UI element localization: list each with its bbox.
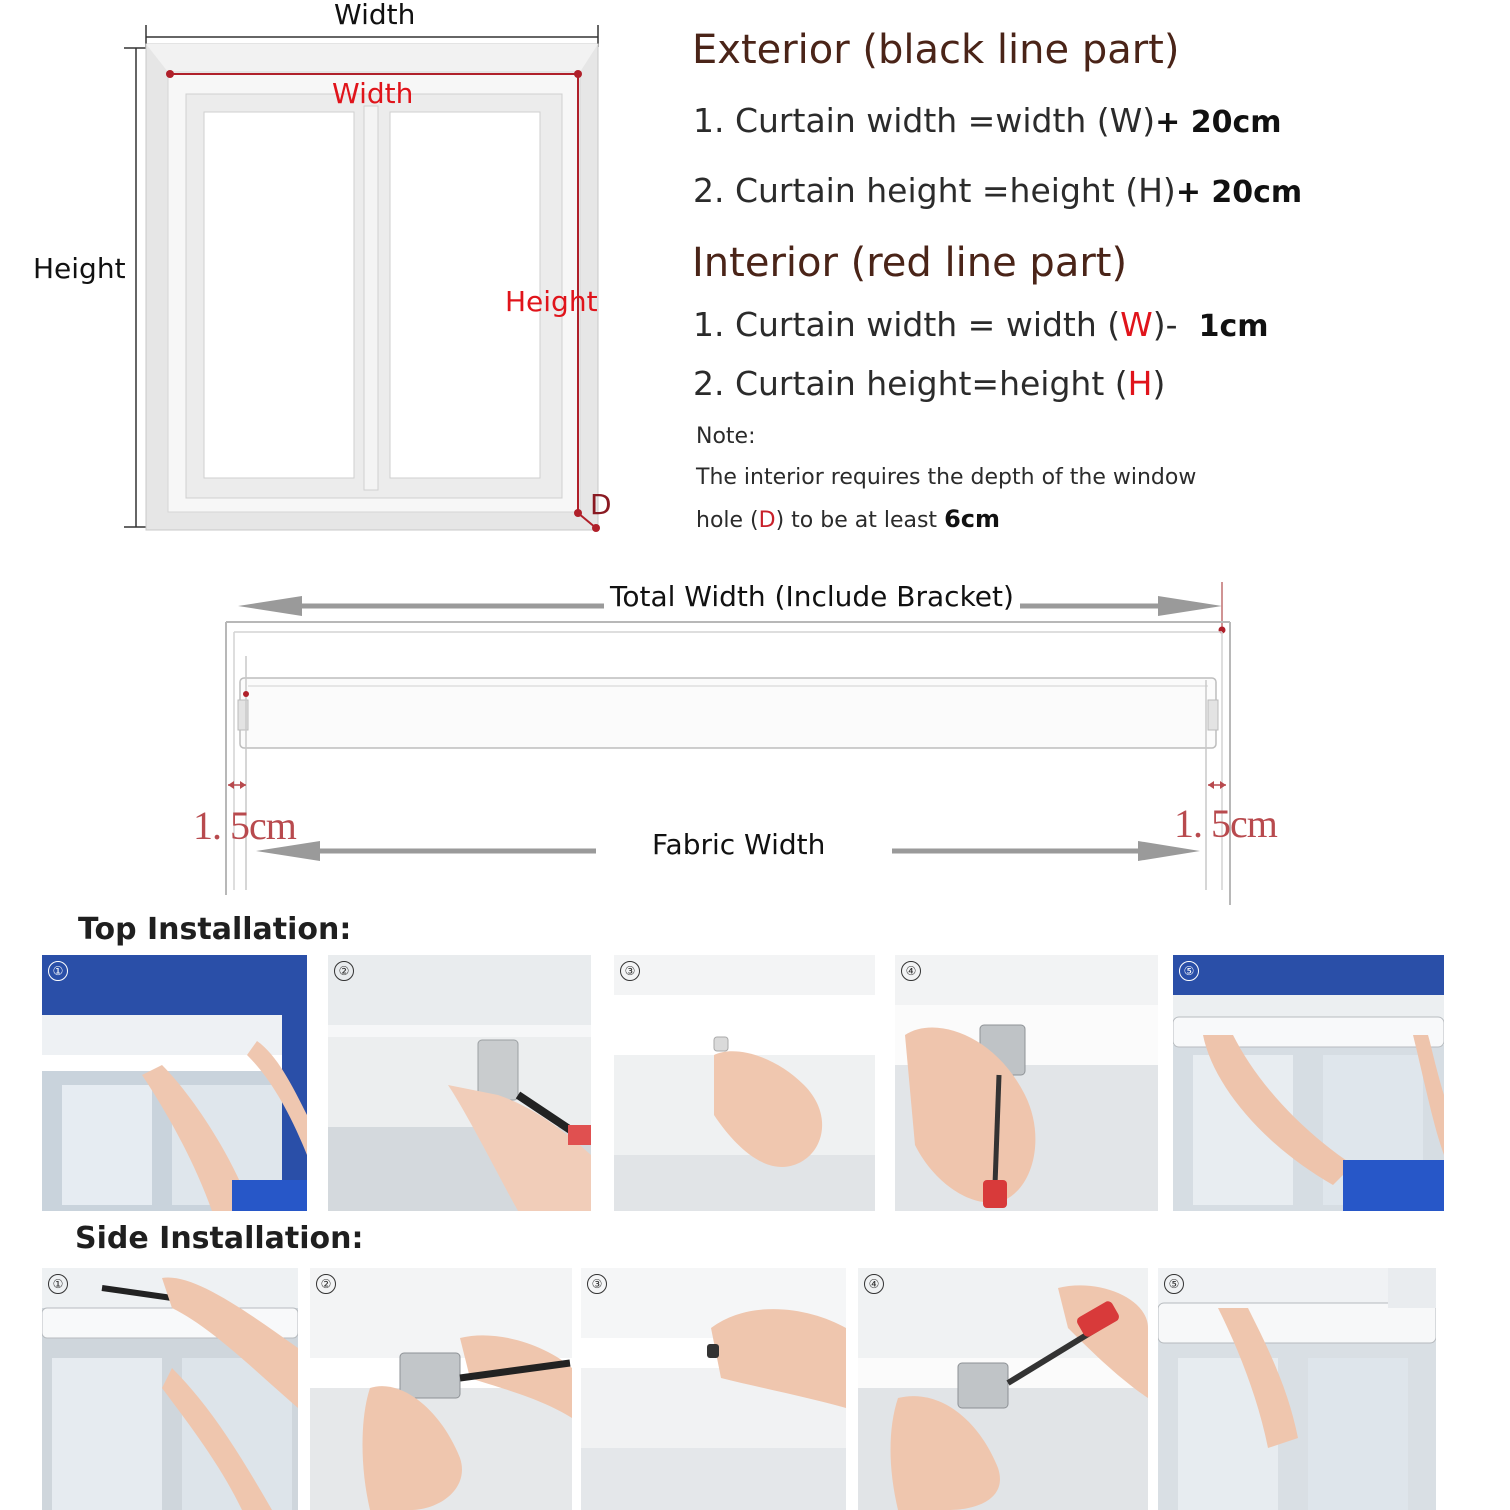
top-step-5-number: ⑤ [1179,961,1199,981]
interior-width-add: 1cm [1198,309,1269,344]
top-step-2-photo [328,955,591,1211]
right-margin-label: 1. 5cm [1174,801,1277,846]
exterior-width-add: + 20cm [1155,105,1282,140]
note-line2 [696,505,1000,533]
left-margin-label: 1. 5cm [193,803,296,848]
side-step-1-number: ① [48,1274,68,1294]
interior-heading: Interior (red line part) [692,240,1128,286]
exterior-height-formula [693,171,1302,210]
side-step-1-photo [42,1268,298,1510]
interior-width-formula [693,305,1269,344]
depth-label: D [590,488,612,521]
side-step-5-number: ⑤ [1164,1274,1184,1294]
outer-width-label: Width [334,0,416,31]
interior-width-pre: 1. Curtain width = width ( [693,305,1121,344]
top-step-5-photo [1173,955,1444,1211]
top-step-3-photo [614,955,875,1211]
interior-height-formula [693,364,1165,403]
top-step-1-photo [42,955,307,1211]
note-line2-value: 6cm [944,505,1000,533]
inner-height-label: Height [505,285,598,318]
interior-width-post: )- [1152,305,1178,344]
top-step-4-number: ④ [901,961,921,981]
exterior-heading: Exterior (black line part) [692,27,1180,73]
note-line2-var: D [758,508,776,533]
interior-height-pre: 2. Curtain height=height ( [693,364,1128,403]
side-step-4-photo [858,1268,1148,1510]
note-line1: The interior requires the depth of the window [696,465,1197,490]
fabric-width-label: Fabric Width [646,828,831,861]
top-step-1-number: ① [48,961,68,981]
total-width-label: Total Width (Include Bracket) [604,580,1020,613]
side-step-3-photo [581,1268,846,1510]
side-step-4-number: ④ [864,1274,884,1294]
interior-height-post: ) [1152,364,1166,403]
note-line2-pre: hole ( [696,508,759,533]
note-line2-mid: ) to be at least [775,508,938,533]
outer-height-label: Height [33,252,126,285]
exterior-width-text: 1. Curtain width =width (W) [693,101,1156,140]
exterior-height-add: + 20cm [1175,175,1303,210]
exterior-width-formula [693,101,1282,140]
interior-height-var: H [1127,364,1153,403]
top-step-3-number: ③ [620,961,640,981]
exterior-height-text: 2. Curtain height =height (H) [693,171,1176,210]
interior-width-var: W [1120,305,1153,344]
side-step-5-photo [1158,1268,1436,1510]
top-step-4-photo [895,955,1158,1211]
top-step-2-number: ② [334,961,354,981]
side-installation-title: Side Installation: [75,1221,364,1256]
side-step-2-number: ② [316,1274,336,1294]
note-title: Note: [696,424,756,449]
inner-width-label: Width [332,77,414,110]
side-step-3-number: ③ [587,1274,607,1294]
side-step-2-photo [310,1268,572,1510]
top-installation-title: Top Installation: [78,912,352,947]
